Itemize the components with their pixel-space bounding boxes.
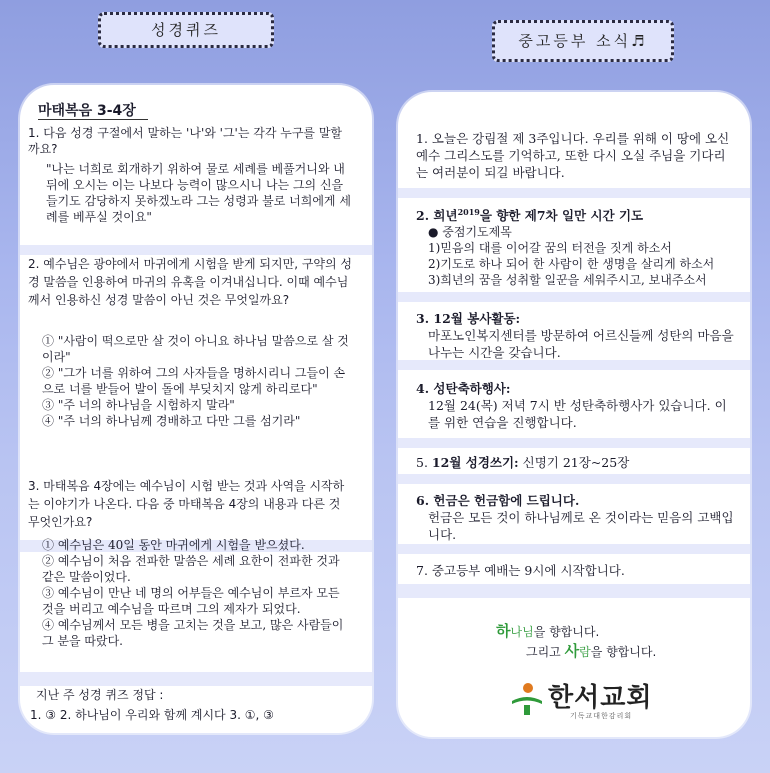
- prayer-line-3: 3)희년의 꿈을 성취할 일꾼을 세워주시고, 보내주소서: [428, 273, 707, 288]
- q2-text: 예수님은 광야에서 마귀에게 시험을 받게 되지만, 구약의 성경 말씀을 인용하여 마귀의 유혹을 이겨내십니다. 이때 예수님께서 인용하신 성경 말씀이 아닌 것은 무엇일까요?: [28, 257, 353, 307]
- quiz-question-3: [28, 477, 352, 531]
- news-item-2: 2. 희년$^{2019}$을 향한 제7차 일만 시간 기도 ● 중점기도제목 1)믿음의 대를 이어갈 꿈의 터전을 짓게 하소서 2)기도로 하나 되어 한 사람이 한 생명을 살리게 하소서 3)희년의 꿈을 성취할 일꾼을 세워주시고, 보내주소서: [416, 204, 734, 288]
- news-item-6: 6. 헌금은 헌금함에 드립니다. 헌금은 모든 것이 하나님께로 온 것이라는 믿음의 고백입니다.: [416, 493, 734, 542]
- q3-option-4: ④ 예수님께서 모든 병을 고치는 것을 보고, 많은 사람들이 그 분을 따랐다.: [42, 618, 344, 648]
- news-panel: [398, 92, 750, 737]
- news-item-7: 7. 중고등부 예배는 9시에 시작합니다.: [416, 563, 625, 578]
- quiz-title: 마태복음 3-4장: [38, 103, 148, 120]
- slogan-line-1: 하나님을 향합니다.: [496, 622, 600, 640]
- quiz-question-3-options: [42, 537, 352, 649]
- left-header: [98, 12, 274, 48]
- quiz-question-2: [28, 255, 352, 309]
- q2-option-1: ① "사람이 떡으로만 살 것이 아니요 하나님 말씀으로 살 것이라": [42, 334, 349, 364]
- left-header-text: 성경퀴즈: [151, 21, 221, 39]
- q3-text: 마태복음 4장에는 예수님이 시험 받는 것과 사역을 시작하는 이야기가 나온다. 다음 중 마태복음 4장의 내용과 다른 것 무엇인가요?: [28, 479, 345, 529]
- news-item-3: 3. 12월 봉사활동: 마포노인복지센터를 방문하여 어르신들께 성탄의 마음을 나누는 시간을 갖습니다.: [416, 311, 734, 360]
- quiz-question-2-options: [42, 333, 352, 429]
- quiz-question-1: [28, 125, 352, 157]
- prayer-topics-label: ● 중점기도제목: [428, 225, 512, 240]
- prayer-line-2: 2)기도로 하나 되어 한 사람이 한 생명을 살리게 하소서: [428, 257, 715, 272]
- q3-option-2: ② 예수님이 처음 전파한 말씀은 세례 요한이 전파한 것과 같은 말씀이었다.: [42, 554, 340, 584]
- quiz-panel: [20, 85, 372, 733]
- q2-option-2: ② "그가 너를 위하여 그의 사자들을 명하시리니 그들이 손으로 너를 받들어 발이 돌에 부딪치지 않게 하리로다": [42, 366, 346, 396]
- church-name: 한서교회: [548, 683, 653, 713]
- church-logo: [508, 677, 668, 727]
- q2-number: 2.: [28, 257, 40, 271]
- right-header-text: 중고등부 소식♬: [518, 32, 648, 50]
- right-header: [492, 20, 674, 62]
- slogan-line-2: 그리고 사람을 향합니다.: [526, 642, 657, 660]
- q2-option-3: ③ "주 너의 하나님을 시험하지 말라": [42, 398, 235, 412]
- q2-option-4: ④ "주 너의 하나님께 경배하고 다만 그를 섬기라": [42, 414, 301, 428]
- church-emblem-icon: [508, 679, 546, 717]
- quiz-question-1-quote: "나는 너희로 회개하기 위하여 물로 세례를 베풀거니와 내 뒤에 오시는 이는 나보다 능력이 많으시니 나는 그의 신을 들기도 감당하지 못하겠노라 그는 성령과 불로 너희에게 세례를 베푸실 것이요": [46, 162, 351, 224]
- q3-number: 3.: [28, 479, 40, 493]
- q3-option-3: ③ 예수님이 만난 네 명의 어부들은 예수님이 부르자 모든 것을 버리고 예수님을 따르며 그의 제자가 되었다.: [42, 586, 340, 616]
- q3-option-1: ① 예수님은 40일 동안 마귀에게 시험을 받으셨다.: [42, 538, 305, 552]
- prayer-line-1: 1)믿음의 대를 이어갈 꿈의 터전을 짓게 하소서: [428, 241, 672, 256]
- last-week-answers-title: 지난 주 성경 퀴즈 정답 :: [36, 688, 164, 702]
- news-item-4: 4. 성탄축하행사: 12월 24(목) 저녁 7시 반 성탄축하행사가 있습니다. 이를 위한 연습을 진행합니다.: [416, 381, 727, 430]
- news-item-1: 1. 오늘은 강림절 제 3주입니다. 우리를 위해 이 땅에 오신 예수 그리스도를 기억하고, 또한 다시 오실 주님을 기다리는 여러분이 되길 바랍니다.: [416, 131, 730, 180]
- q1-text: 다음 성경 구절에서 말하는 '나'와 '그'는 각각 누구를 말할까요?: [28, 126, 343, 156]
- q1-number: 1.: [28, 126, 40, 140]
- last-week-answers: 1. ③ 2. 하나님이 우리와 함께 계시다 3. ①, ③: [30, 708, 274, 722]
- church-denomination: 기독교대한감리회: [570, 712, 633, 720]
- news-item-5: 5. 12월 성경쓰기: 신명기 21장~25장: [416, 455, 630, 470]
